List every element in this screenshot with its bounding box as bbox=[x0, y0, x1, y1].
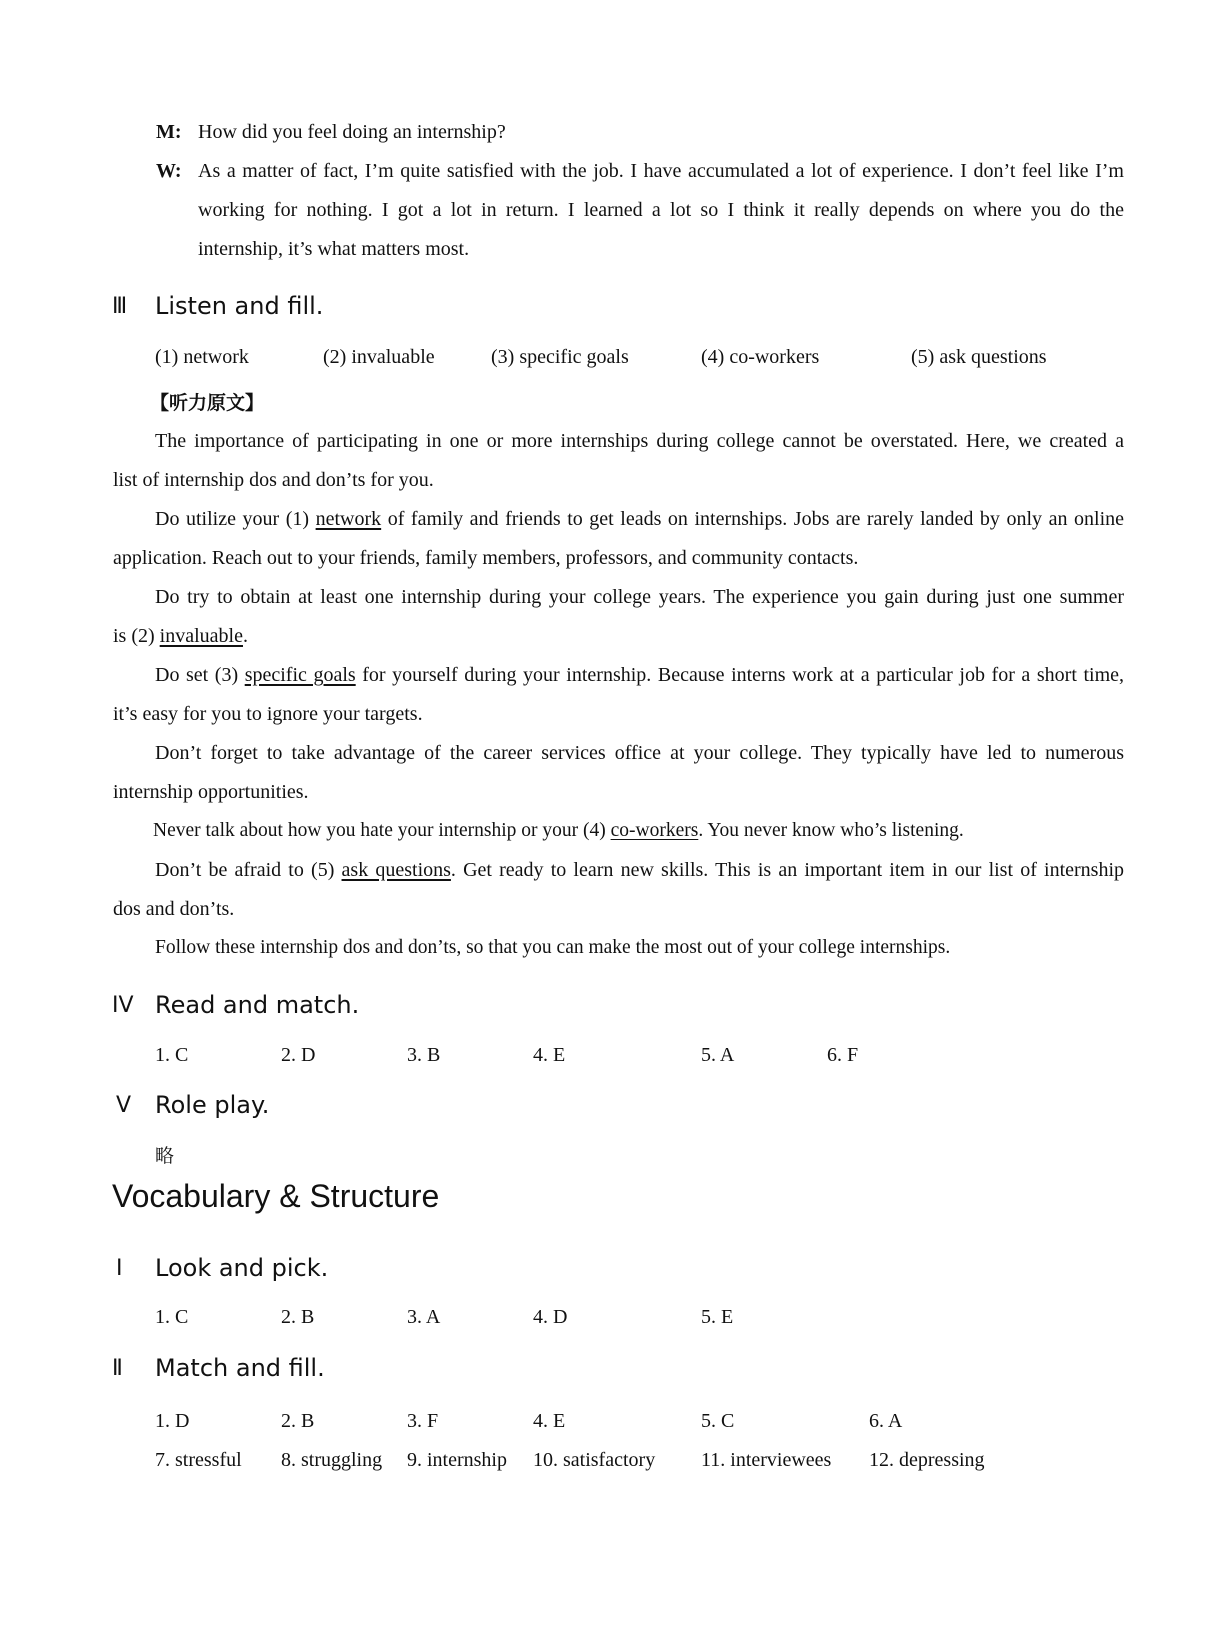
p4-post: for yourself during your internship. Because interns work at a particular job for a short time, bbox=[355, 664, 1124, 686]
dialogue-w-line1: As a matter of fact, I’m quite satisfied with the job. I have accumulated a lot of experience. I don’t feel like I’m bbox=[198, 160, 1124, 182]
transcript-heading: 【听力原文】 bbox=[150, 392, 265, 414]
v1-answer-5: 5. E bbox=[701, 1306, 734, 1328]
vocab-s2-number: Ⅱ bbox=[112, 1356, 123, 1381]
vocab-title: Vocabulary & Structure bbox=[112, 1178, 440, 1214]
speaker-m: M: bbox=[156, 121, 182, 143]
p3-line2 bbox=[113, 625, 248, 648]
v1-answer-2: 2. B bbox=[281, 1306, 315, 1328]
p4-blank-specific-goals: specific goals bbox=[244, 664, 356, 686]
vocab-s1-number: Ⅰ bbox=[116, 1256, 123, 1281]
p2-line1 bbox=[155, 508, 1124, 531]
section-3-title: Listen and fill. bbox=[155, 292, 324, 320]
v2-answer-8: 8. struggling bbox=[281, 1449, 383, 1471]
v2-answer-10: 10. satisfactory bbox=[533, 1449, 656, 1471]
p2-blank-network: network bbox=[315, 508, 382, 530]
p5-line1: Don’t forget to take advantage of the career services office at your college. They typically have led to numerous bbox=[155, 742, 1124, 764]
v2-answer-2: 2. B bbox=[281, 1410, 315, 1432]
v1-answer-3: 3. A bbox=[407, 1306, 441, 1328]
s4-answer-6: 6. F bbox=[827, 1044, 859, 1066]
p4-line2: it’s easy for you to ignore your targets. bbox=[113, 703, 423, 725]
p1-line2: list of internship dos and don’ts for you. bbox=[113, 469, 434, 491]
v2-answer-11: 11. interviewees bbox=[701, 1449, 832, 1471]
section-3-number: Ⅲ bbox=[112, 294, 128, 319]
p7-blank-ask-questions: ask questions bbox=[341, 859, 451, 881]
v1-answer-4: 4. D bbox=[533, 1306, 568, 1328]
section-4-number: IV bbox=[112, 993, 134, 1018]
dialogue-w-line3: internship, it’s what matters most. bbox=[198, 238, 470, 260]
p2-pre: Do utilize your (1) bbox=[155, 508, 316, 530]
p6-pre: Never talk about how you hate your internship or your (4) bbox=[153, 820, 611, 841]
v2-answer-12: 12. depressing bbox=[869, 1449, 985, 1471]
p7-post: . Get ready to learn new skills. This is an important item in our list of internship bbox=[450, 859, 1125, 881]
section-5-answer: 略 bbox=[155, 1145, 175, 1167]
p7-pre: Don’t be afraid to (5) bbox=[155, 859, 342, 881]
v1-answer-1: 1. C bbox=[155, 1306, 189, 1328]
v2-answer-4: 4. E bbox=[533, 1410, 566, 1432]
answer-4: (4) co-workers bbox=[701, 346, 820, 368]
p6-line1 bbox=[153, 820, 964, 842]
answer-5: (5) ask questions bbox=[911, 346, 1047, 368]
p8-line1: Follow these internship dos and don’ts, so that you can make the most out of your college internships. bbox=[155, 937, 951, 958]
answer-2: (2) invaluable bbox=[323, 346, 435, 368]
p4-line1 bbox=[155, 664, 1124, 687]
v2-answer-5: 5. C bbox=[701, 1410, 735, 1432]
s4-answer-4: 4. E bbox=[533, 1044, 566, 1066]
s4-answer-2: 2. D bbox=[281, 1044, 316, 1066]
speaker-w: W: bbox=[156, 160, 182, 182]
v2-answer-9: 9. internship bbox=[407, 1449, 507, 1471]
p3-post: . bbox=[242, 625, 248, 647]
p7-line1 bbox=[155, 859, 1124, 882]
v2-answer-7: 7. stressful bbox=[155, 1449, 242, 1471]
p2-line2: application. Reach out to your friends, family members, professors, and community contacts. bbox=[113, 547, 859, 569]
s4-answer-1: 1. C bbox=[155, 1044, 189, 1066]
p3-line1: Do try to obtain at least one internship during your college years. The experience you gain during just one summer bbox=[155, 586, 1124, 608]
answer-1: (1) network bbox=[155, 346, 249, 368]
p6-blank-co-workers: co-workers bbox=[610, 820, 699, 841]
v2-answer-1: 1. D bbox=[155, 1410, 190, 1432]
p5-line2: internship opportunities. bbox=[113, 781, 309, 803]
vocab-s1-title: Look and pick. bbox=[155, 1254, 329, 1282]
vocab-s2-title: Match and fill. bbox=[155, 1354, 325, 1382]
p2-post: of family and friends to get leads on internships. Jobs are rarely landed by only an online bbox=[381, 508, 1125, 530]
p3-pre: is (2) bbox=[113, 625, 160, 647]
p7-line2: dos and don’ts. bbox=[113, 898, 235, 920]
p1-line1: The importance of participating in one or more internships during college cannot be overstated. Here, we created a bbox=[155, 430, 1124, 452]
p4-pre: Do set (3) bbox=[155, 664, 245, 686]
answer-3: (3) specific goals bbox=[491, 346, 629, 368]
v2-answer-3: 3. F bbox=[407, 1410, 439, 1432]
p3-blank-invaluable: invaluable bbox=[159, 625, 243, 647]
dialogue-w-line2: working for nothing. I got a lot in return. I learned a lot so I think it really depends on where you do the bbox=[198, 199, 1124, 221]
s4-answer-3: 3. B bbox=[407, 1044, 441, 1066]
section-5-number: V bbox=[116, 1093, 132, 1118]
section-4-title: Read and match. bbox=[155, 991, 360, 1019]
v2-answer-6: 6. A bbox=[869, 1410, 903, 1432]
p6-post: . You never know who’s listening. bbox=[698, 820, 964, 841]
s4-answer-5: 5. A bbox=[701, 1044, 735, 1066]
dialogue-m-line: How did you feel doing an internship? bbox=[198, 121, 506, 143]
section-5-title: Role play. bbox=[155, 1091, 270, 1119]
